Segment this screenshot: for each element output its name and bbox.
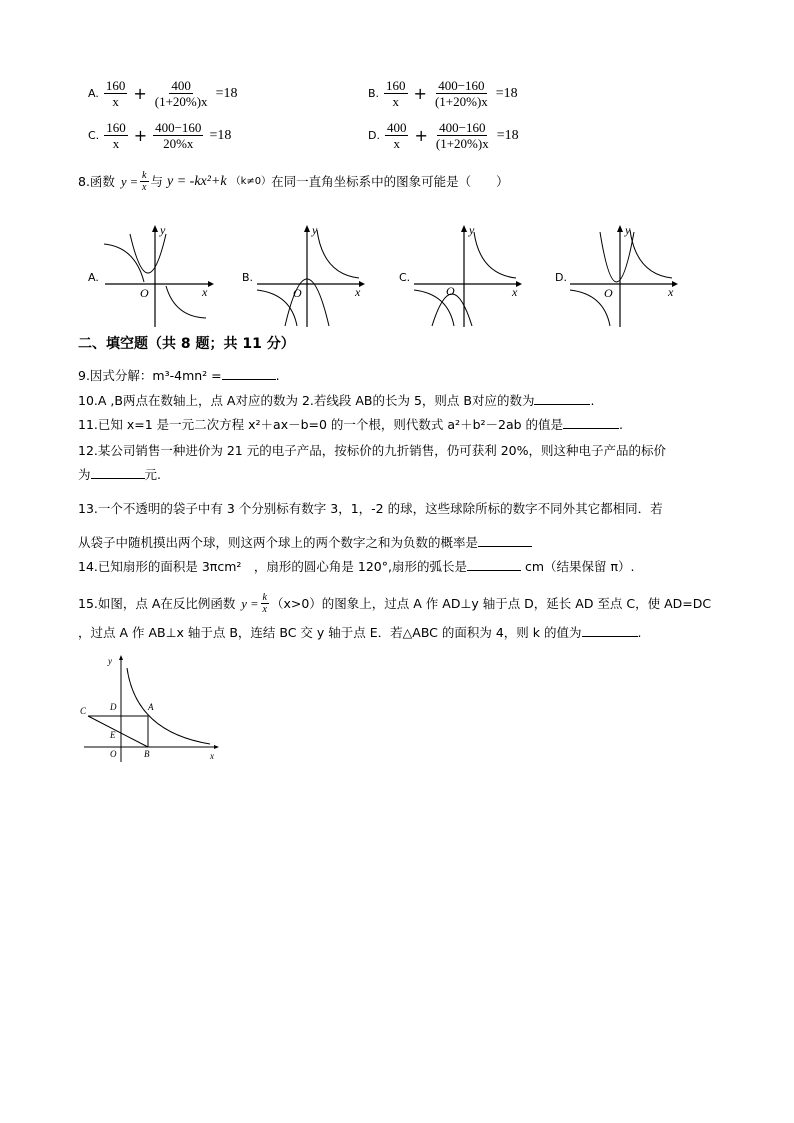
rhs: =18 [495,85,518,101]
q12-pre: 为 [78,467,91,482]
q10-text: 10.A ,B两点在数轴上，点 A对应的数为 2.若线段 AB的长为 5，则点 B对应的数为 [78,393,535,408]
fraction: $\frac{400}{x}$ [386,120,407,151]
graph-a[interactable] [100,222,220,332]
q8-stem [78,170,509,193]
q11-end: . [619,417,624,432]
fig-y-label: y [108,656,112,666]
answer-blank[interactable] [563,416,619,429]
option-label: D. [368,129,380,142]
x-axis-label: x [355,285,361,299]
q15-figure [78,652,223,764]
q10 [78,392,594,410]
origin-label: O [604,286,613,300]
graph-label-b: B. [242,271,254,284]
y-axis-label: y [625,223,631,237]
q15-line2 [78,624,641,642]
option-label: C. [88,129,100,142]
q7-option-b[interactable] [368,78,518,109]
graph-label-c: C. [399,271,411,284]
fig-point-a: A [148,702,154,712]
answer-blank[interactable] [222,367,276,380]
q14-post: cm（结果保留 π）. [524,559,635,574]
fraction: $\frac{160}{x}$ [105,78,126,109]
q15-fraction: $\frac{k}{x}$ [262,592,267,615]
q9-end: . [275,368,280,383]
q8-condition: （k≠0） [230,175,272,187]
q11-text: 11.已知 x=1 是一元二次方程 x²＋ax－b=0 的一个根，则代数式 a²＋b²－2ab 的值是 [78,417,564,432]
q15-f-lhs: y = [241,596,259,611]
q11 [78,416,623,434]
y-axis-label: y [312,223,318,237]
fraction: $\frac{400-160}{20\%x}$ [155,120,202,151]
q8-f1-lhs: y = [120,174,139,189]
plus-sign: + [133,126,148,145]
q15-pre: 15.如图，点 A在反比例函数 [78,595,236,611]
q15-end: . [637,625,642,640]
fig-point-o: O [110,749,117,759]
plus-sign: + [413,84,427,103]
q8-prefix: 8.函数 [78,173,115,189]
q8-f2: y = -kx²+k [167,173,227,189]
fig-point-b: B [144,749,150,759]
fig-point-d: D [110,702,117,712]
fig-point-c: C [80,706,87,716]
x-axis-label: x [202,285,208,299]
answer-blank[interactable] [467,558,521,571]
q10-end: . [590,393,595,408]
q7-option-d[interactable] [368,120,519,151]
q14 [78,558,634,576]
q7-option-a[interactable] [88,78,237,109]
x-axis-label: x [512,285,518,299]
answer-blank[interactable] [478,534,532,547]
q12-line2 [78,466,161,484]
q13-text: 从袋子中随机摸出两个球，则这两个球上的两个数字之和为负数的概率是 [78,535,479,550]
origin-label: O [293,286,302,300]
q15-line2-text: ，过点 A 作 AB⊥x 轴于点 B，连结 BC 交 y 轴于点 E．若△ABC 的面积为 4，则 k 的值为 [78,625,582,640]
option-label: A. [88,87,99,100]
y-axis-label: y [469,223,475,237]
answer-blank[interactable] [91,466,145,479]
q15-post: （x>0）的图象上，过点 A 作 AD⊥y 轴于点 D，延长 AD 至点 C，使 AD=DC [270,595,712,611]
fraction: $\frac{160}{x}$ [106,120,126,151]
q8-fraction: $\frac{k}{x}$ [142,170,147,193]
rhs: =18 [209,127,232,143]
origin-label: O [446,284,455,298]
answer-blank[interactable] [582,624,638,637]
option-label: B. [368,87,380,100]
graph-b[interactable] [255,222,375,332]
graph-d[interactable] [568,222,688,332]
graph-label-a: A. [88,271,99,284]
fig-x-label: x [210,751,214,761]
answer-blank[interactable] [534,392,590,405]
q8-suffix: 在同一直角坐标系中的图象可能是（ ） [271,173,509,189]
fig-point-e: E [110,730,116,740]
q9 [78,367,280,385]
section-title: 二、填空题（共 8 题；共 11 分） [78,336,295,352]
q7-option-c[interactable] [88,120,231,151]
graph-label-d: D. [555,271,567,284]
q8-connector: 与 [150,173,164,189]
fraction: $\frac{400-160}{(1+20\%)x}$ [434,78,488,109]
plus-sign: + [414,126,428,145]
q12-post: 元. [144,467,161,482]
q14-pre: 14.已知扇形的面积是 3πcm² ，扇形的圆心角是 120°,扇形的弧长是 [78,559,467,574]
y-axis-label: y [160,223,166,237]
fraction: $\frac{400-160}{(1+20\%)x}$ [435,120,489,151]
fraction: $\frac{400}{(1+20\%)x}$ [154,78,208,109]
q13-line2 [78,534,532,552]
q12-line1: 12.某公司销售一种进价为 21 元的电子产品，按标价的九折销售，仍可获利 20%，则这种电子产品的标价 [78,443,666,458]
fraction: $\frac{160}{x}$ [386,78,406,109]
rhs: =18 [215,85,238,101]
plus-sign: + [133,84,147,103]
x-axis-label: x [668,285,674,299]
origin-label: O [140,286,149,300]
q9-text: 9.因式分解：m³-4mn² = [78,368,222,383]
q13-line1: 13.一个不透明的袋子中有 3 个分别标有数字 3，1，-2 的球，这些球除所标的数字不同外其它都相同．若 [78,501,663,516]
q15-line1 [78,592,711,615]
graph-c[interactable] [412,222,532,332]
rhs: =18 [496,127,519,143]
